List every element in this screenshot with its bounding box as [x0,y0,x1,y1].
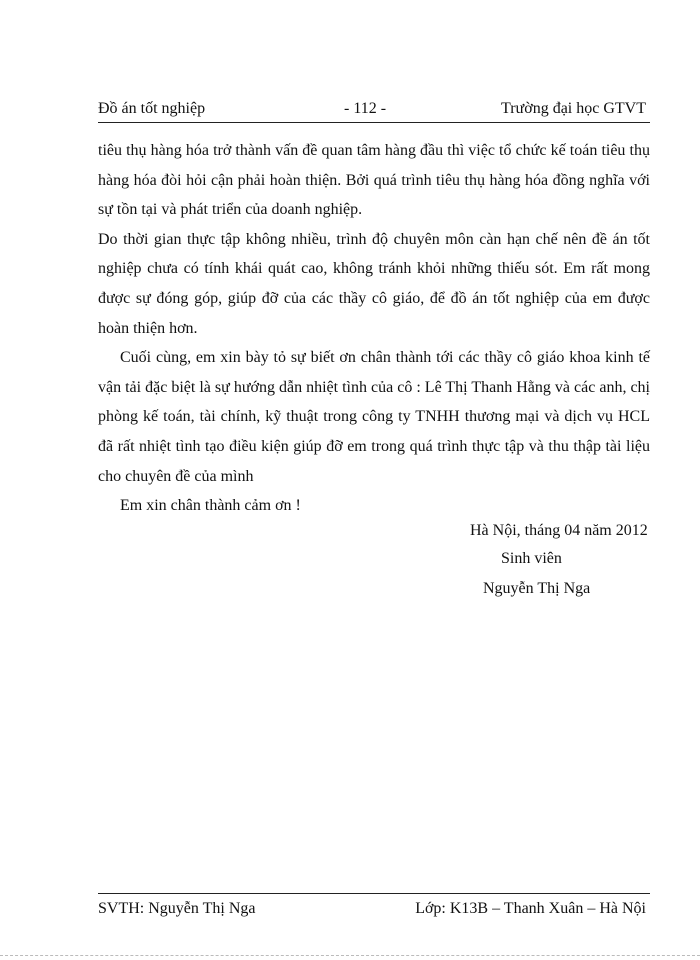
signature-date: Hà Nội, tháng 04 năm 2012 [470,522,648,539]
paragraph-continuation: tiêu thụ hàng hóa trở thành vấn đề quan tâm hàng đầu thì việc tổ chức kế toán tiêu thụ hàng hóa đòi hỏi cận phải hoàn thiện. Bởi quá trình tiêu thụ hàng hóa đồng nghĩa với sự tồn tại và phát triển của doanh nghiệp. [98,142,650,219]
page-footer [98,893,650,922]
page-bottom-edge [0,955,700,956]
header-page-number: - 112 - [344,100,387,117]
body-text [98,136,650,521]
header-document-title: Đồ án tốt nghiệp [98,100,206,117]
paragraph-limitations: Do thời gian thực tập không nhiều, trình độ chuyên môn càn hạn chế nên đề án tốt nghiệp chưa có tính khái quát cao, không tránh khỏi những thiếu sót. Em rất mong được sự đóng góp, giúp đỡ của các thầy cô giáo, để đồ án tốt nghiệp của em được hoàn thiện hơn. [98,230,650,337]
footer-class: Lớp: K13B – Thanh Xuân – Hà Nội [415,900,646,917]
signature-name: Nguyễn Thị Nga [483,580,591,597]
footer-student: SVTH: Nguyễn Thị Nga [98,900,256,917]
paragraph-acknowledgements: Cuối cùng, em xin bày tỏ sự biết ơn chân thành tới các thầy cô giáo khoa kinh tế vận tải đặc biệt là sự hướng dẫn nhiệt tình của cô : Lê Thị Thanh Hằng và các anh, chị phòng kế toán, tài chính, kỹ thuật trong công ty TNHH thương mại và dịch vụ HCL đã rất nhiệt tình tạo điều kiện giúp đỡ em trong quá trình thực tập và thu thập tài liệu cho chuyên đề của mình [98,349,650,485]
paragraph-thanks: Em xin chân thành cảm ơn ! [120,497,301,515]
page-header [98,100,650,123]
header-school-name: Trường đại học GTVT [501,100,646,117]
signature-role: Sinh viên [501,550,562,567]
